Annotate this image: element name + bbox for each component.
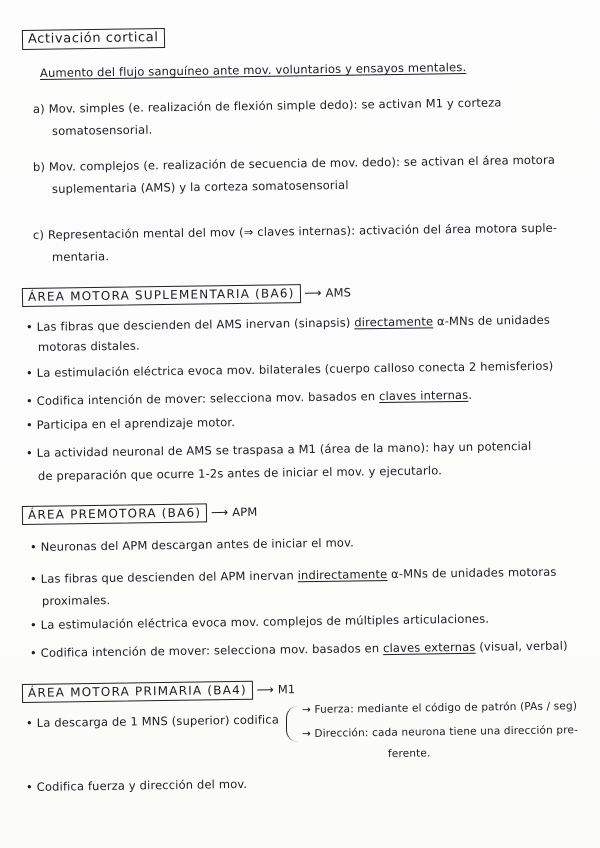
apm-bullet: • Neuronas del APM descargan antes de iniciar el mov. [29, 535, 355, 554]
ams-bullet-cont: de preparación que ocurre 1-2s antes de iniciar el mov. y ejecutarlo. [37, 463, 443, 483]
ams-bullet: • Participa en el aprendizaje motor. [25, 415, 236, 432]
ams-bullet: • Codifica intención de mover: selecciona mov. basados en claves internas. [25, 387, 473, 408]
apm-bullet: • Codifica intención de mover: selecciona mov. basados en claves externas (visual, verbal) [29, 638, 568, 660]
section-heading-apm: ÁREA PREMOTORA (BA6) ⟶ APM [22, 503, 258, 525]
ams-bullet: • La actividad neuronal de AMS se traspasa a M1 (área de la mano): hay un potencial [25, 438, 532, 460]
item-b: b) Mov. complejos (e. realización de secuencia de mov. dedo): se activan el área motora [32, 152, 556, 174]
section-heading-m1: ÁREA MOTORA PRIMARIA (BA4) ⟶ M1 [22, 680, 296, 703]
bleed-through-text [440, 38, 444, 49]
m1-branch-direction: → Dirección: cada neurona tiene una dirección pre- [301, 724, 579, 740]
m1-bullet: • La descarga de 1 MNS (superior) codifica [25, 712, 280, 730]
ams-bullet: • Las fibras que descienden del AMS inervan (sinapsis) directamente α-MNs de unidades [25, 312, 551, 334]
apm-bullet: • Las fibras que descienden del APM inervan indirectamente α-MNs de unidades motoras [29, 564, 557, 586]
intro-line: Aumento del flujo sanguíneo ante mov. voluntarios y ensayos mentales. [39, 60, 467, 80]
ams-bullet: • La estimulación eléctrica evoca mov. bilaterales (cuerpo calloso conecta 2 hemisferios) [25, 358, 554, 380]
item-a: a) Mov. simples (e. realización de flexión simple dedo): se activan M1 y corteza [32, 95, 502, 116]
apm-bullet: • La estimulación eléctrica evoca mov. complejos de múltiples articulaciones. [29, 611, 490, 632]
item-c-cont: mentaria. [51, 249, 110, 264]
item-a-cont: somatosensorial. [51, 122, 153, 138]
section-heading-ams: ÁREA MOTORA SUPLEMENTARIA (BA6) ⟶ AMS [22, 283, 351, 307]
item-b-cont: suplementaria (AMS) y la corteza somatosensorial [51, 177, 349, 196]
apm-bullet-cont: proximales. [41, 593, 111, 608]
m1-bullet: • Codifica fuerza y dirección del mov. [25, 776, 248, 794]
item-c: c) Representación mental del mov (⇒ claves internas): activación del área motora suple- [32, 220, 558, 242]
page-title: Activación cortical [22, 28, 165, 50]
m1-branch-direction-cont: ferente. [387, 747, 431, 760]
ams-bullet-cont: motoras distales. [37, 338, 140, 354]
m1-branch-force: → Fuerza: mediante el código de patrón (PAs / seg) [301, 700, 578, 716]
